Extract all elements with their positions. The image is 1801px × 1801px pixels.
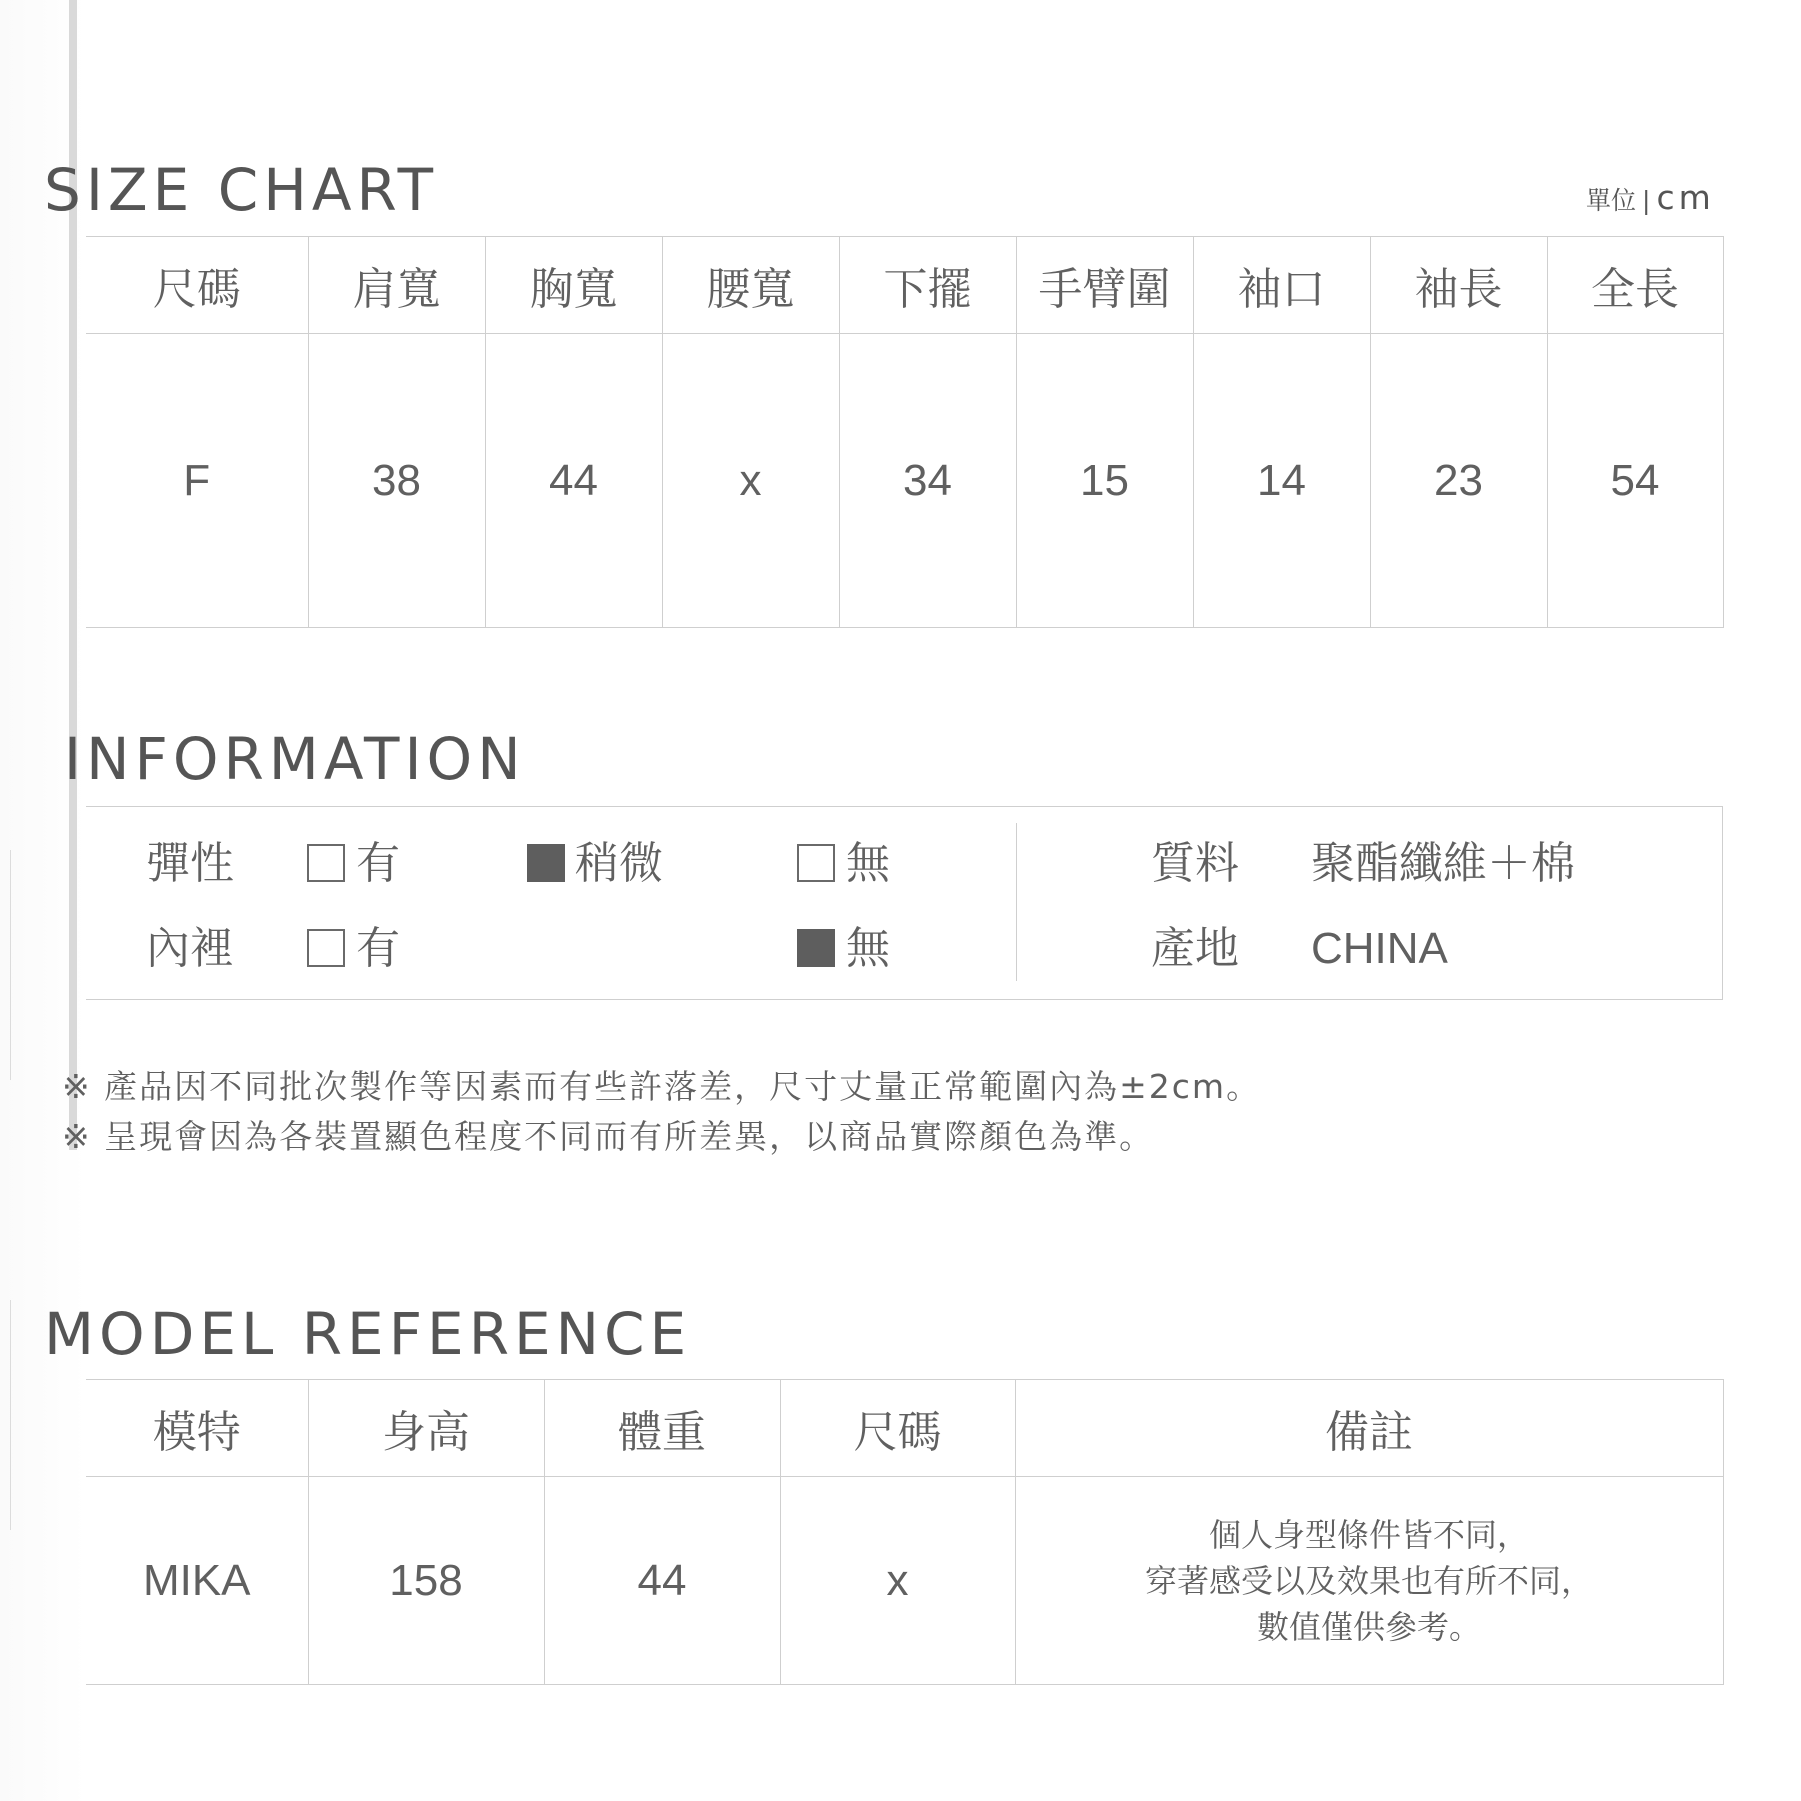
material-label: 質料 — [1151, 838, 1239, 889]
model-name-cell: MIKA — [86, 1477, 308, 1685]
note-line: ※ 呈現會因為各裝置顯色程度不同而有所差異，以商品實際顏色為準。 — [62, 1117, 1155, 1156]
model-height-cell: 158 — [308, 1477, 544, 1685]
elasticity-none-checkbox — [797, 844, 835, 882]
remark-line: 個人身型條件皆不同， — [1208, 1515, 1529, 1554]
size-chart-cell: x — [662, 334, 839, 628]
left-edge-mark — [0, 1300, 11, 1530]
model-reference-table — [86, 1379, 1724, 1685]
size-chart-header-cell: 手臂圍 — [1016, 237, 1193, 334]
size-chart-header-row — [86, 237, 1723, 334]
size-chart-header-cell: 袖長 — [1370, 237, 1547, 334]
lining-label: 內裡 — [146, 923, 234, 974]
information-divider — [1016, 823, 1017, 981]
model-weight-cell: 44 — [544, 1477, 780, 1685]
size-chart-row — [86, 334, 1723, 628]
remark-line: 穿著感受以及效果也有所不同， — [1144, 1561, 1593, 1600]
note-line: ※ 產品因不同批次製作等因素而有些許落差，尺寸丈量正常範圍內為±2cm。 — [62, 1067, 1262, 1106]
origin-label: 產地 — [1151, 923, 1239, 974]
remark-line: 數值僅供參考。 — [1256, 1607, 1481, 1646]
model-header-cell: 體重 — [544, 1380, 780, 1477]
model-header-cell: 尺碼 — [780, 1380, 1015, 1477]
size-chart-header-cell: 尺碼 — [86, 237, 308, 334]
elasticity-none-label: 無 — [846, 838, 890, 889]
model-size-cell: x — [780, 1477, 1015, 1685]
lining-none-label: 無 — [846, 923, 890, 974]
model-remark-cell — [1015, 1477, 1723, 1685]
model-header-cell: 備註 — [1015, 1380, 1723, 1477]
lining-none-checkbox — [797, 929, 835, 967]
elasticity-slight-checkbox — [527, 844, 565, 882]
size-chart-header-cell: 全長 — [1547, 237, 1723, 334]
size-chart-cell: 44 — [485, 334, 662, 628]
unit-text: 單位 — [1586, 186, 1637, 215]
model-reference-title: MODEL REFERENCE — [44, 1300, 692, 1368]
size-chart-cell: 15 — [1016, 334, 1193, 628]
origin-value: CHINA — [1311, 924, 1448, 973]
size-chart-header-cell: 胸寬 — [485, 237, 662, 334]
model-header-cell: 模特 — [86, 1380, 308, 1477]
size-chart-cell: 34 — [839, 334, 1016, 628]
size-chart-header-cell: 腰寬 — [662, 237, 839, 334]
left-edge-mark — [0, 850, 11, 1080]
size-chart-cell: 54 — [1547, 334, 1723, 628]
size-chart-cell: F — [86, 334, 308, 628]
unit-separator: | — [1642, 186, 1651, 215]
size-chart-header-cell: 下擺 — [839, 237, 1016, 334]
lining-yes-label: 有 — [356, 923, 400, 974]
elasticity-yes-label: 有 — [356, 838, 400, 889]
unit-label — [1586, 178, 1715, 217]
size-chart-cell: 23 — [1370, 334, 1547, 628]
elasticity-yes-checkbox — [307, 844, 345, 882]
size-chart-cell: 38 — [308, 334, 485, 628]
size-chart-header-cell: 肩寬 — [308, 237, 485, 334]
information-title: INFORMATION — [64, 725, 526, 793]
material-value: 聚酯纖維＋棉 — [1311, 838, 1575, 889]
information-panel — [86, 806, 1723, 1000]
model-row — [86, 1477, 1723, 1685]
model-header-row — [86, 1380, 1723, 1477]
elasticity-label: 彈性 — [146, 838, 234, 889]
size-chart-title: SIZE CHART — [44, 156, 439, 224]
lining-yes-checkbox — [307, 929, 345, 967]
size-chart-header-cell: 袖口 — [1193, 237, 1370, 334]
size-info-sheet — [44, 0, 1801, 1801]
size-chart-cell: 14 — [1193, 334, 1370, 628]
size-chart-table — [86, 236, 1724, 628]
unit-value: cm — [1656, 178, 1715, 217]
model-header-cell: 身高 — [308, 1380, 544, 1477]
elasticity-slight-label: 稍微 — [575, 838, 663, 889]
